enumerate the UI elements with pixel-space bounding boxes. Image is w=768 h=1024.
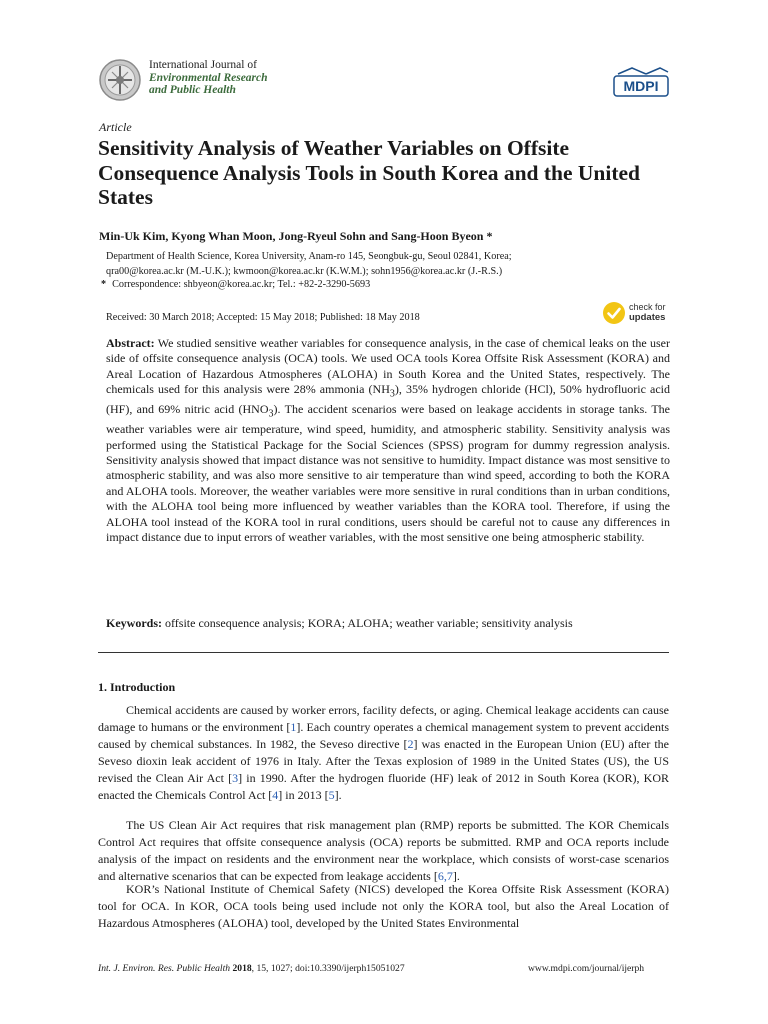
section-divider (98, 652, 669, 653)
footer-citation (98, 963, 405, 974)
check-updates-text (629, 302, 666, 323)
abstract-label: Abstract: (106, 336, 155, 350)
citation-link[interactable]: 1 (290, 719, 297, 734)
check-for-updates-badge[interactable] (602, 301, 672, 327)
p1-text-6: ]. (334, 787, 342, 802)
citation-link[interactable]: 3 (232, 770, 239, 785)
keywords-label: Keywords: (106, 616, 162, 630)
p1-text-4: ] in 1990. After the hydrogen fluoride (HF) leak of 2012 in South Korea (KOR), KOR enacted the Chemicals Control Act [ (98, 770, 670, 802)
article-type: Article (99, 120, 132, 134)
correspondence-text: Correspondence: shbyeon@korea.ac.kr; Tel.: +82-2-3290-5693 (112, 279, 371, 290)
p3-text-1: KOR’s National Institute of Chemical Safety (NICS) developed the Korea Offsite Risk Assessment (KORA) tool for OCA. In KOR, OCA tools being used include not only the KORA tool, but also the Areal Location of Hazardous Atmospheres (ALOHA) tool, developed by the United States Environmental (98, 882, 669, 930)
publication-dates: Received: 30 March 2018; Accepted: 15 May 2018; Published: 18 May 2018 (106, 312, 420, 323)
paper-title: Sensitivity Analysis of Weather Variables on Offsite Consequence Analysis Tools in South Korea and the United States (98, 136, 641, 209)
affiliation (106, 249, 666, 280)
citation-link[interactable]: 6,7 (437, 868, 453, 883)
p2-text-1: The US Clean Air Act requires that risk management plan (RMP) reports be submitted. The KOR Chemicals Control Act requires that offsite consequence analysis (OCA) reports be submitted. RMP and OCA reports include analysis of the impact on residents and the environment near the workplace, which consists of worst-case scenarios and alternative scenarios that can be expected from leakage accidents [ (98, 818, 669, 883)
section-heading: 1. Introduction (98, 680, 176, 694)
p1-text-3: ] was enacted in the European Union (EU) after the Seveso dioxin leak accident of 1976 in Italy. After the Texas explosion of 1989 in the United States (US), the US revised the Clean Air Act [ (98, 736, 669, 785)
keywords-text: offsite consequence analysis; KORA; ALOHA; weather variable; sensitivity analysis (162, 616, 573, 630)
citation-link[interactable]: 5 (328, 787, 335, 802)
journal-name-line1: International Journal of (149, 59, 257, 71)
intro-paragraph-2 (98, 817, 669, 885)
check-updates-line1: check for (629, 302, 666, 312)
affiliation-emails: qra00@korea.ac.kr (M.-U.K.); kwmoon@korea.ac.kr (K.W.M.); sohn1956@korea.ac.kr (J.-R.S.) (106, 266, 503, 278)
keywords (106, 616, 670, 631)
abstract (106, 336, 670, 546)
journal-name-line3: and Public Health (149, 84, 236, 96)
mdpi-logo (612, 66, 670, 100)
journal-name (149, 59, 268, 97)
p1-text-1: Chemical accidents are caused by worker errors, facility defects, or aging. Chemical leakage accidents can cause damage to humans or the environment [ (98, 703, 669, 734)
correspondence (101, 279, 370, 290)
abstract-sub-1: 3 (389, 388, 395, 400)
footer-volume: , 15, 1027; doi:10.3390/ijerph15051027 (251, 963, 405, 974)
intro-paragraph-1 (98, 702, 669, 803)
check-updates-line2: updates (629, 312, 666, 323)
citation-link[interactable]: 4 (272, 787, 279, 802)
footer-url[interactable]: www.mdpi.com/journal/ijerph (528, 963, 645, 974)
abstract-sub-2: 3 (268, 408, 274, 420)
abstract-text-3: ). The accident scenarios were based on leakage accidents in storage tanks. The weather variables were air temperature, wind speed, humidity, and atmospheric stability. Sensitivity analysis was performed using the Statistical Package for the Social Sciences (SPSS) program for dummy regression analysis. Sensitivity analysis showed that impact distance was not sensitive to humidity. Impact distance was most sensitive to atmospheric stability, and was also more sensitive to air temperature than wind speed, according to both the KORA and ALOHA tools. Moreover, the weather variables were more sensitive in rural conditions than in urban conditions, with the ALOHA tool being more influenced by weather variables than the KORA tool. Therefore, if using the ALOHA tool instead of the KORA tool in rural conditions, users should be careful not to cause any differences in impact distance due to input errors of weather variables, with the most sensitive one being atmospheric stability. (106, 402, 671, 545)
intro-paragraph-3 (98, 881, 669, 932)
citation-link[interactable]: 2 (407, 736, 414, 751)
p1-text-2: ]. Each country operates a chemical management system to prevent accidents caused by chemical substances. In 1982, the Seveso directive [ (98, 719, 669, 751)
footer-journal: Int. J. Environ. Res. Public Health (98, 963, 231, 974)
author-list: Min-Uk Kim, Kyong Whan Moon, Jong-Ryeul Sohn and Sang-Hoon Byeon * (99, 229, 493, 243)
affiliation-line1: Department of Health Science, Korea University, Anam-ro 145, Seongbuk-gu, Seoul 02841, Korea; (106, 251, 512, 262)
abstract-text-1: We studied sensitive weather variables for consequence analysis, in the case of chemical leaks on the user side of offsite consequence analysis (OCA) tools. We used OCA tools Korea Offsite Risk Assessment (KORA) and Areal Location of Hazardous Atmospheres (ALOHA) in South Korea and the United States, respectively. The chemicals used for this analysis were 28% ammonia (NH (106, 336, 670, 397)
check-updates-icon (602, 301, 626, 325)
correspondence-star: * (101, 279, 107, 290)
abstract-text-2: ), 35% hydrogen chloride (HCl), 50% hydrofluoric acid (HF), and 69% nitric acid (HNO (106, 382, 670, 417)
mdpi-logo-text: MDPI (623, 78, 659, 94)
journal-name-line2: Environmental Research (149, 71, 268, 84)
p2-text-2: ]. (452, 868, 460, 883)
p1-text-5: ] in 2013 [ (278, 787, 329, 802)
footer-year: 2018 (232, 963, 252, 974)
journal-logo (98, 58, 142, 102)
